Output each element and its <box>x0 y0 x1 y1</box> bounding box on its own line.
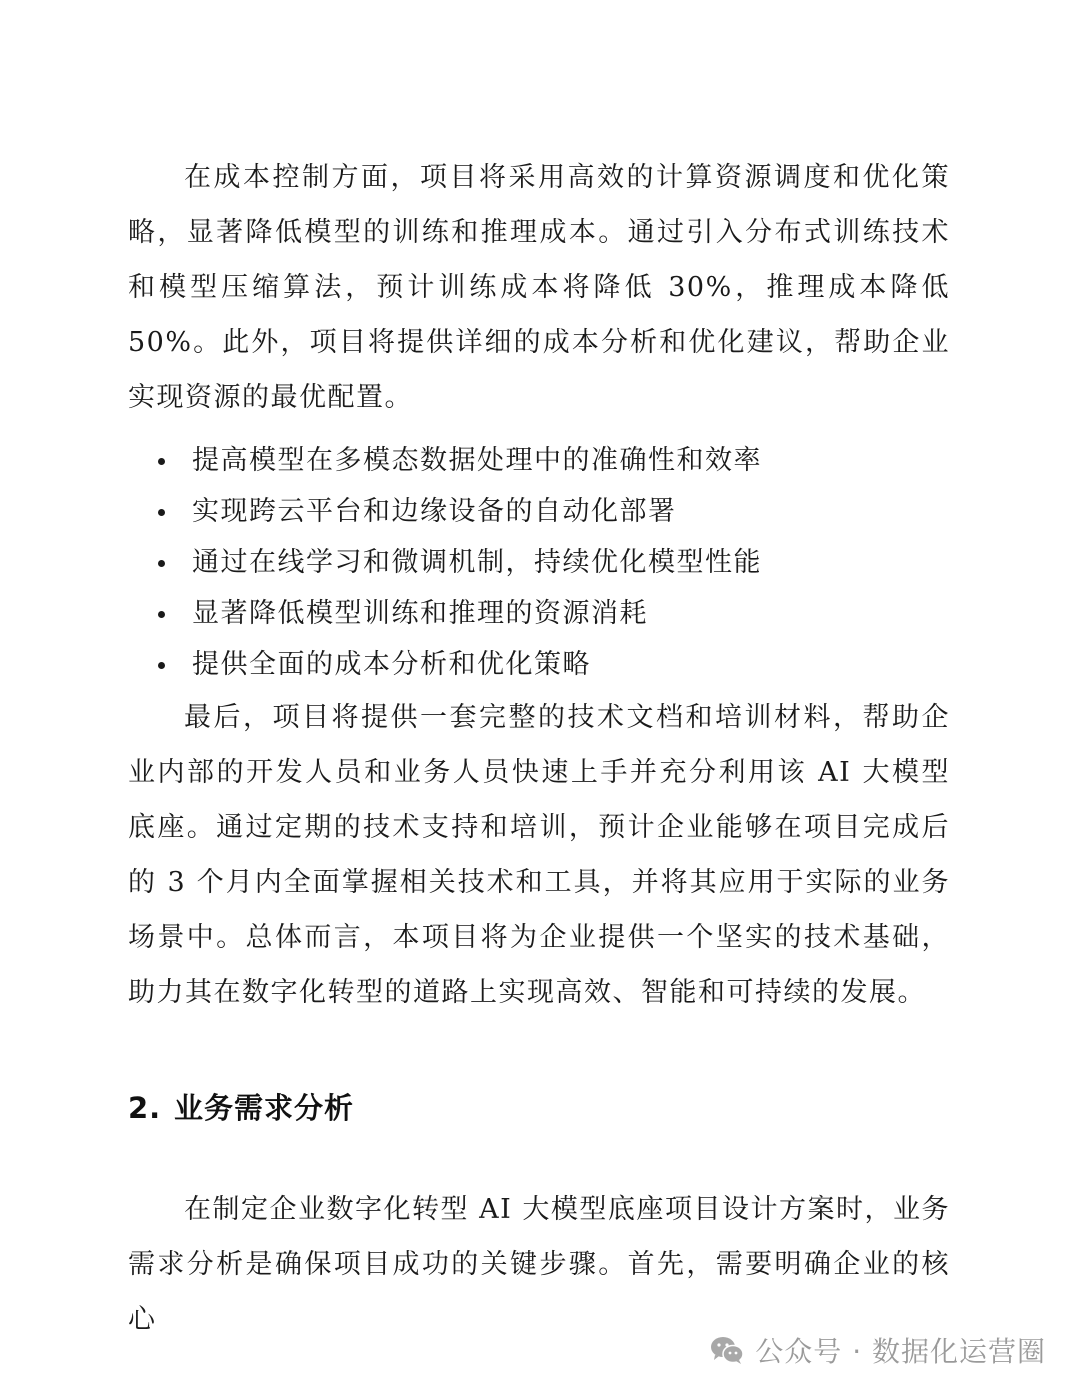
bullet-icon <box>158 509 165 516</box>
list-item-text: 提供全面的成本分析和优化策略 <box>192 649 591 680</box>
watermark <box>709 1330 1046 1370</box>
watermark-text: 公众号 · 数据化运营圈 <box>755 1335 1046 1368</box>
bullet-icon <box>158 458 165 465</box>
paragraph-business-analysis: 在制定企业数字化转型 AI 大模型底座项目设计方案时，业务需求分析是确保项目成功的关键步骤。首先，需要明确企业的核心 <box>128 1194 950 1335</box>
list-item-text: 显著降低模型训练和推理的资源消耗 <box>192 598 648 629</box>
bullet-icon <box>158 662 165 669</box>
list-item <box>128 486 950 537</box>
list-item <box>128 537 950 588</box>
bullet-icon <box>158 560 165 567</box>
list-item <box>128 639 950 690</box>
section-number: 2. <box>128 1091 162 1125</box>
document-page <box>128 150 950 1347</box>
goal-list <box>128 435 950 690</box>
section-title: 业务需求分析 <box>174 1091 355 1125</box>
wechat-icon <box>709 1335 745 1365</box>
list-item-text: 通过在线学习和微调机制，持续优化模型性能 <box>192 547 762 578</box>
bullet-icon <box>158 611 165 618</box>
list-item-text: 实现跨云平台和边缘设备的自动化部署 <box>192 496 677 527</box>
list-item-text: 提高模型在多模态数据处理中的准确性和效率 <box>192 445 762 476</box>
section-heading <box>128 1080 950 1136</box>
list-item <box>128 435 950 486</box>
paragraph-conclusion: 最后，项目将提供一套完整的技术文档和培训材料，帮助企业内部的开发人员和业务人员快速上手并充分利用该 AI 大模型底座。通过定期的技术支持和培训，预计企业能够在项目完成后的 3 个月内全面掌握相关技术和工具，并将其应用于实际的业务场景中。总体而言，本项目将为企业提供一个坚实的技术基础，助力其在数字化转型的道路上实现高效、智能和可持续的发展。 <box>128 702 950 1008</box>
list-item <box>128 588 950 639</box>
paragraph-cost-control: 在成本控制方面，项目将采用高效的计算资源调度和优化策略，显著降低模型的训练和推理成本。通过引入分布式训练技术和模型压缩算法，预计训练成本将降低 30%，推理成本降低 50%。此外，项目将提供详细的成本分析和优化建议，帮助企业实现资源的最优配置。 <box>128 162 950 413</box>
